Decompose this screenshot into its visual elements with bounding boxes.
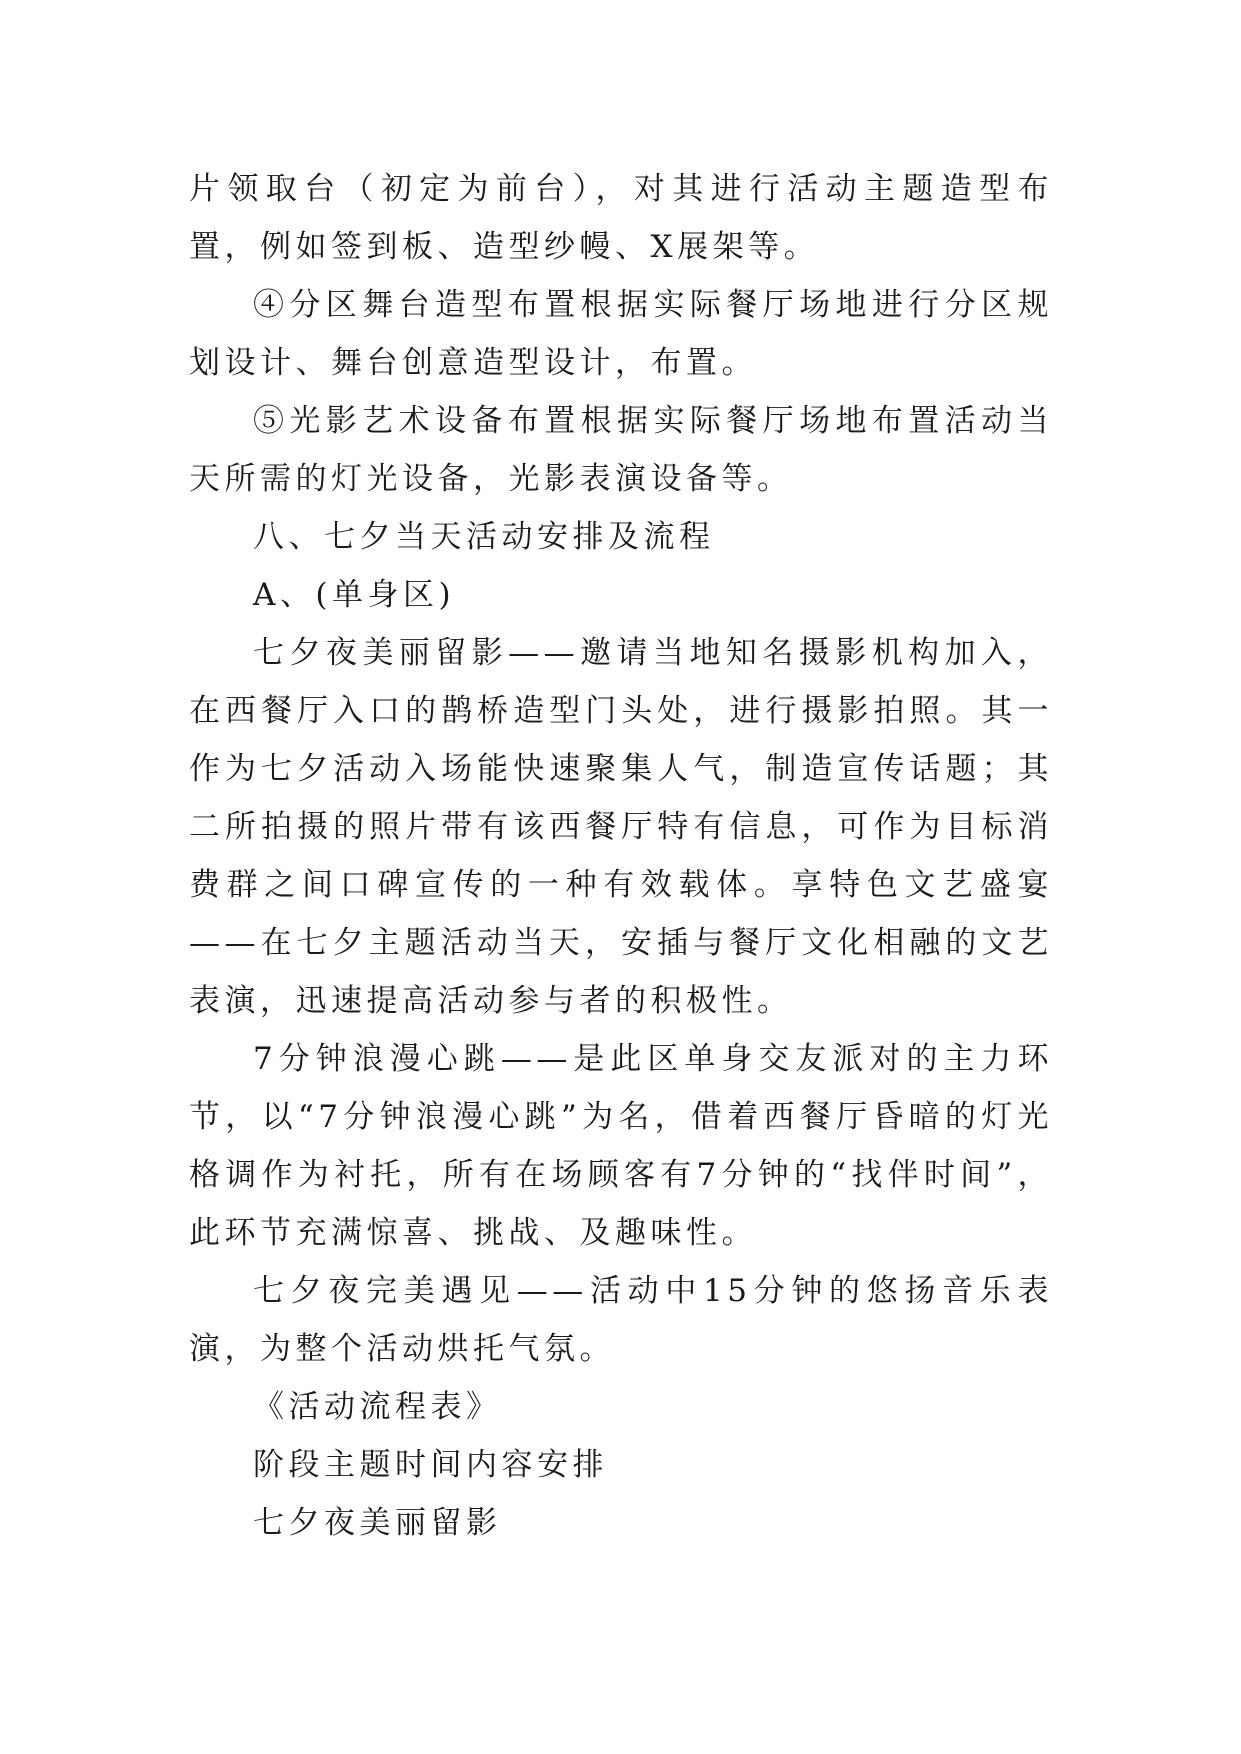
paragraph-continuation: 片领取台（初定为前台），对其进行活动主题造型布置，例如签到板、造型纱幔、X展架等。 [189, 171, 1053, 265]
table-header-row: 阶段主题时间内容安排 [253, 1447, 608, 1483]
subsection-heading: A、(单身区) [253, 577, 456, 613]
paragraph-lighting-equipment: ⑤光影艺术设备布置根据实际餐厅场地布置活动当天所需的灯光设备，光影表演设备等。 [189, 403, 1053, 497]
paragraph-music-performance: 七夕夜完美遇见——活动中15分钟的悠扬音乐表演，为整个活动烘托气氛。 [189, 1273, 1053, 1367]
paragraph-seven-minutes: 7分钟浪漫心跳——是此区单身交友派对的主力环节，以“7分钟浪漫心跳”为名，借着西餐厅昏暗的灯光格调作为衬托，所有在场顾客有7分钟的“找伴时间”，此环节充满惊喜、挑战、及趣味性。 [189, 1041, 1053, 1251]
document-body [189, 160, 1053, 1552]
paragraph-stage-layout: ④分区舞台造型布置根据实际餐厅场地进行分区规划设计、舞台创意造型设计，布置。 [189, 287, 1053, 381]
paragraph-photo-activity: 七夕夜美丽留影——邀请当地知名摄影机构加入，在西餐厅入口的鹊桥造型门头处，进行摄影拍照。其一作为七夕活动入场能快速聚集人气，制造宣传话题；其二所拍摄的照片带有该西餐厅特有信息，可作为目标消费群之间口碑宣传的一种有效载体。享特色文艺盛宴——在七夕主题活动当天，安插与餐厅文化相融的文艺表演，迅速提高活动参与者的积极性。 [189, 635, 1053, 1019]
table-title: 《活动流程表》 [253, 1389, 502, 1425]
table-first-stage: 七夕夜美丽留影 [253, 1505, 502, 1541]
section-heading: 八、七夕当天活动安排及流程 [253, 519, 715, 555]
